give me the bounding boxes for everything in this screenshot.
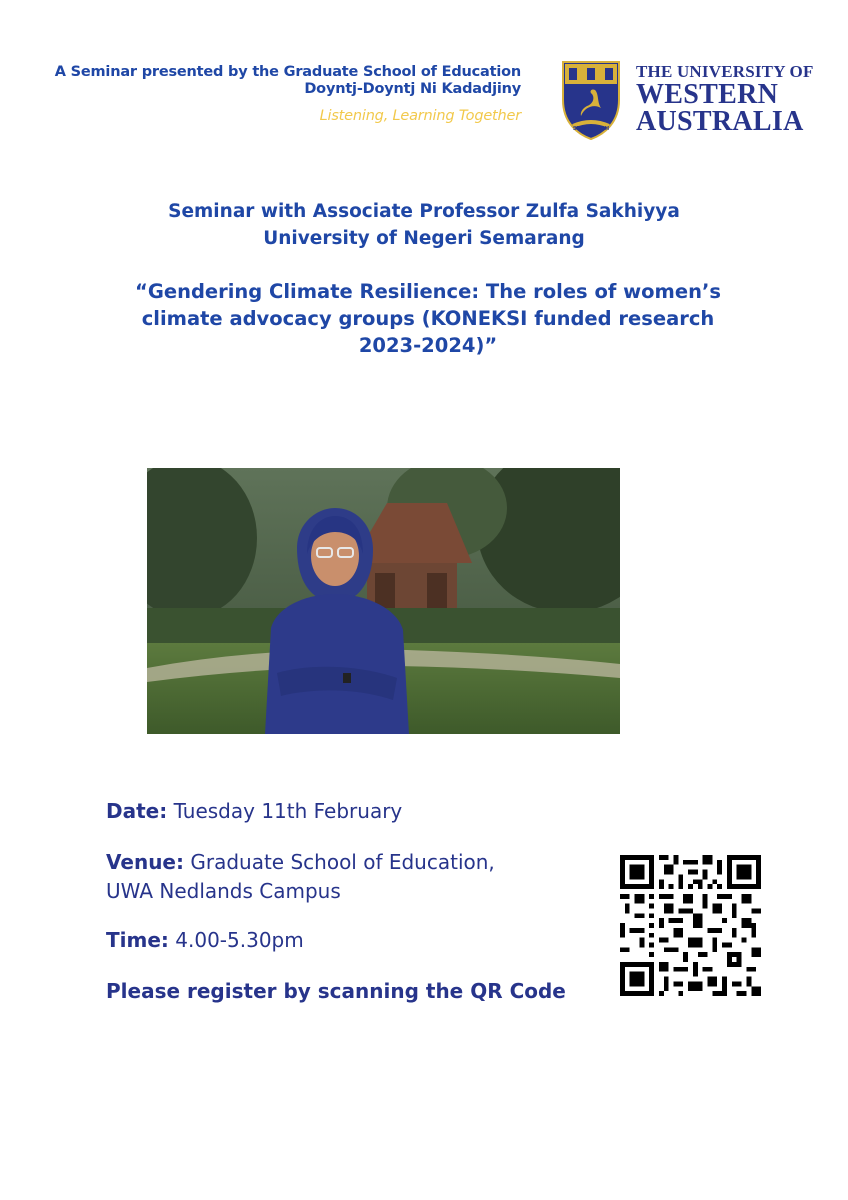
time-value: 4.00-5.30pm: [168, 928, 304, 952]
date-row: [106, 797, 566, 826]
wordmark-line2: WESTERN: [636, 79, 779, 110]
date-label: Date:: [106, 799, 168, 823]
register-instruction: Please register by scanning the QR Code: [106, 979, 566, 1003]
uwa-logo: [561, 60, 814, 140]
tagline: Listening, Learning Together: [319, 108, 521, 124]
speaker-photo: [147, 468, 620, 734]
svg-text:SEEK WISDOM: SEEK WISDOM: [572, 126, 610, 132]
date-value: Tuesday 11th February: [167, 799, 403, 823]
speaker-affiliation: University of Negeri Semarang: [263, 228, 585, 249]
wordmark-line1: THE UNIVERSITY OF: [636, 62, 814, 81]
seminar-presenter-line: A Seminar presented by the Graduate School of Education: [54, 64, 521, 80]
venue-value-line2: UWA Nedlands Campus: [106, 879, 341, 903]
talk-title-line1: “Gendering Climate Resilience: The roles of women’s: [135, 280, 721, 303]
speaker-name: Seminar with Associate Professor Zulfa Sakhiyya: [168, 201, 680, 222]
venue-value-line1: Graduate School of Education,: [184, 850, 495, 874]
speaker-block: [0, 198, 848, 252]
qr-code-icon[interactable]: [620, 855, 761, 996]
event-details: [106, 797, 566, 1006]
noongar-name-line: Doyntj-Doyntj Ni Kadadjiny: [304, 81, 521, 97]
wordmark-line3: AUSTRALIA: [636, 106, 804, 137]
header-text-block: [55, 64, 521, 125]
venue-label: Venue:: [106, 850, 184, 874]
talk-title: [70, 278, 786, 359]
time-row: [106, 926, 566, 955]
swan-crest-icon: [561, 60, 621, 140]
time-label: Time:: [106, 928, 169, 952]
university-wordmark: [636, 62, 814, 135]
talk-title-line2: climate advocacy groups (KONEKSI funded research: [141, 307, 715, 330]
venue-row: [106, 848, 566, 906]
talk-title-line3: 2023-2024)”: [358, 334, 498, 357]
